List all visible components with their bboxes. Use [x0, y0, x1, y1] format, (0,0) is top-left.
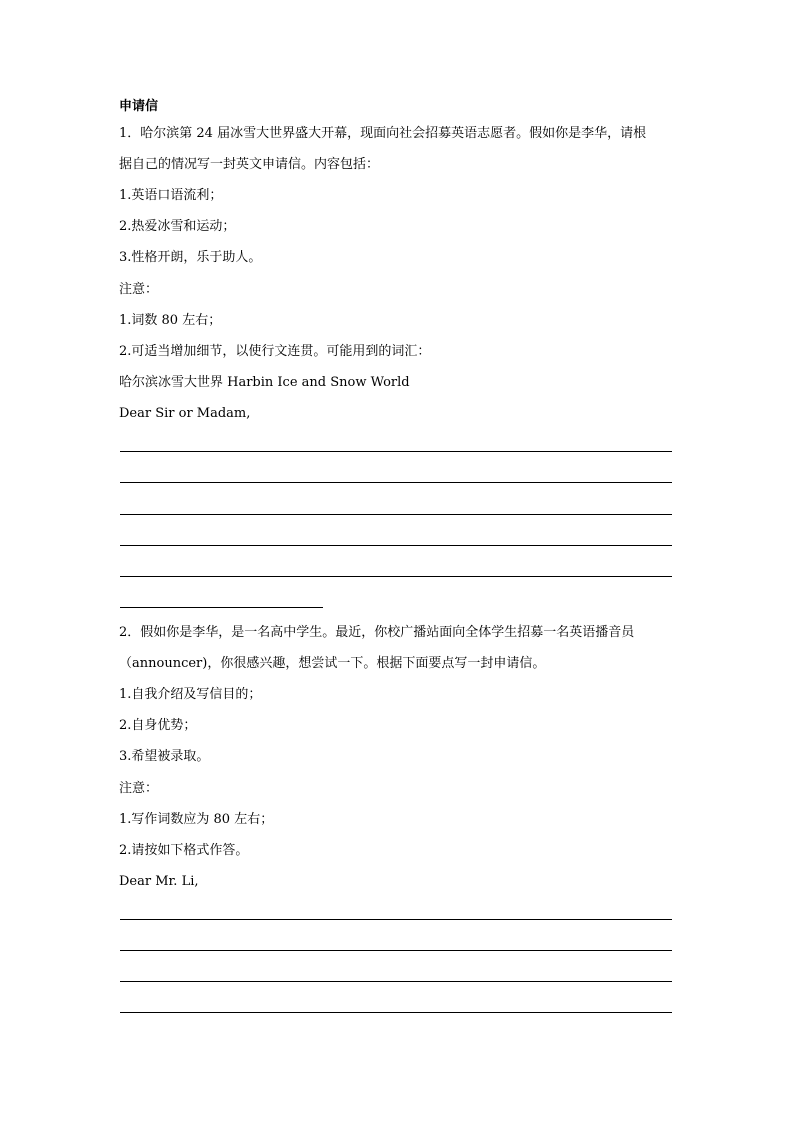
q1-note: 哈尔滨冰雪大世界 Harbin Ice and Snow World — [119, 375, 410, 390]
q1-answer-line[interactable] — [120, 576, 672, 577]
q2-note: 1.写作词数应为 80 左右； — [119, 812, 274, 827]
q1-point: 3.性格开朗，乐于助人。 — [119, 250, 262, 265]
q1-answer-line[interactable] — [120, 545, 672, 546]
q2-note: 2.请按如下格式作答。 — [119, 843, 249, 858]
q2-point: 2.自身优势； — [119, 718, 197, 733]
q1-note: 2.可适当增加细节，以使行文连贯。可能用到的词汇： — [119, 344, 431, 359]
q1-notes-label: 注意： — [119, 282, 159, 297]
q1-note: 1.词数 80 左右； — [119, 313, 222, 328]
q2-salutation: Dear Mr. Li, — [119, 874, 199, 889]
q1-point: 2.热爱冰雪和运动； — [119, 219, 236, 234]
q1-answer-line[interactable] — [120, 514, 672, 515]
q1-prompt-line-1: 1．哈尔滨第 24 届冰雪大世界盛大开幕，现面向社会招募英语志愿者。假如你是李华，请根 — [119, 126, 647, 141]
q2-answer-line[interactable] — [120, 919, 672, 920]
q2-point: 1.自我介绍及写信目的； — [119, 687, 262, 702]
q1-prompt-line-2: 据自己的情况写一封英文申请信。内容包括： — [119, 157, 380, 172]
q1-point: 1.英语口语流利； — [119, 188, 223, 203]
q1-answer-line[interactable] — [120, 451, 672, 452]
document-heading: 申请信 — [119, 99, 159, 114]
q2-notes-label: 注意： — [119, 781, 159, 796]
q2-answer-line[interactable] — [120, 1012, 672, 1013]
q1-answer-line-last[interactable] — [120, 607, 323, 608]
q2-prompt-line-2: （announcer)，你很感兴趣，想尝试一下。根据下面要点写一封申请信。 — [119, 656, 546, 671]
q2-answer-line[interactable] — [120, 981, 672, 982]
q1-answer-line[interactable] — [120, 482, 672, 483]
q1-salutation: Dear Sir or Madam, — [119, 406, 251, 421]
q2-point: 3.希望被录取。 — [119, 749, 210, 764]
q2-answer-line[interactable] — [120, 950, 672, 951]
q2-prompt-line-1: 2．假如你是李华，是一名高中学生。最近，你校广播站面向全体学生招募一名英语播音员 — [119, 625, 635, 640]
